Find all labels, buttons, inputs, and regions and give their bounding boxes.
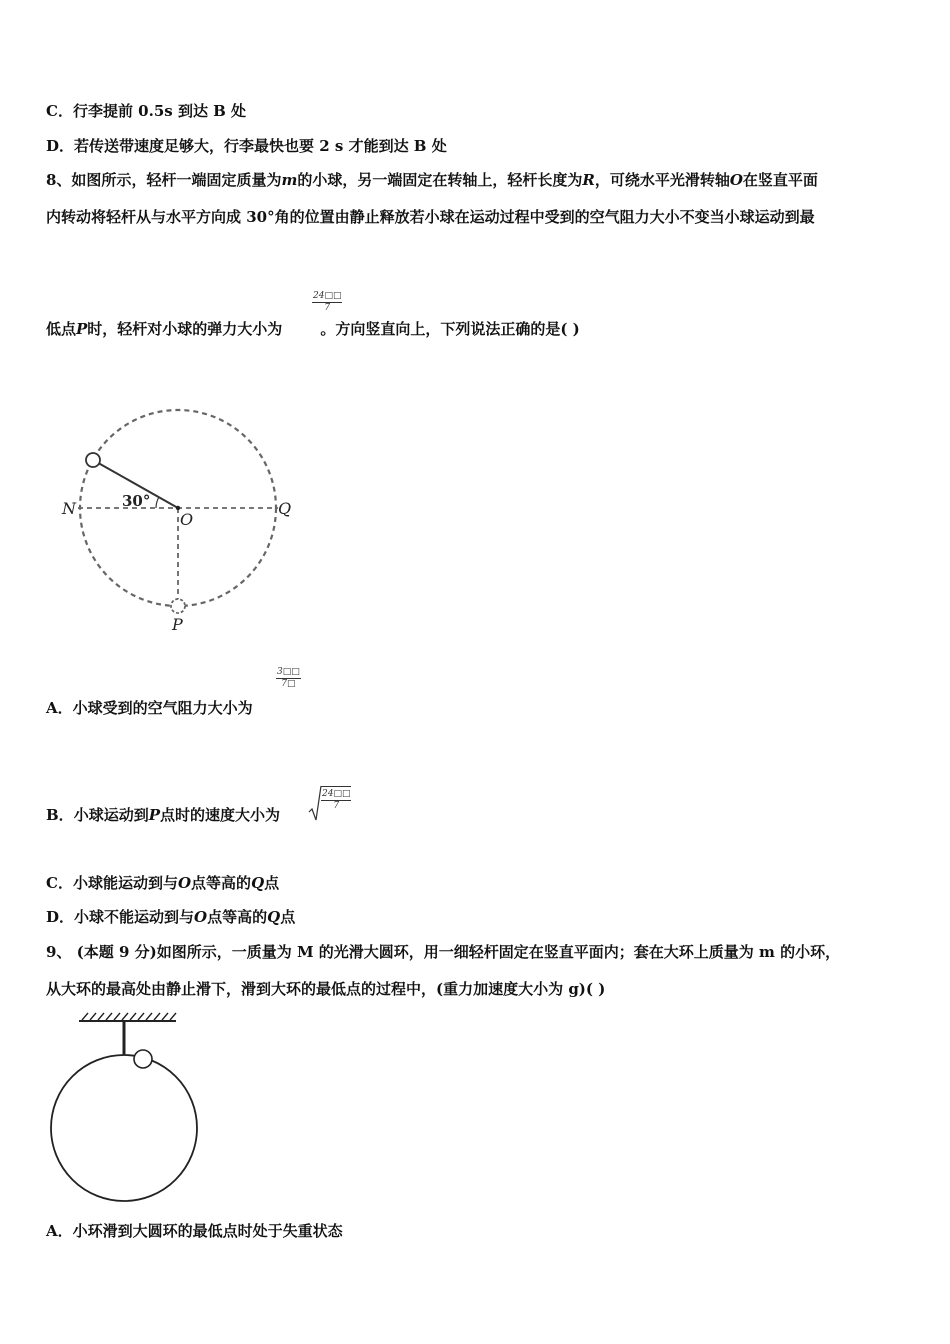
q9-line-1 (46, 942, 840, 962)
option-label: D． (46, 137, 75, 155)
q8-line-1 (46, 170, 818, 190)
ball-at-P (171, 599, 185, 613)
option-text: 小球能运动到与 (72, 874, 178, 892)
option-label: D． (46, 908, 75, 926)
var-Q: Q (251, 874, 265, 892)
q9-option-a (46, 1221, 343, 1241)
q8-text: 。方向竖直向上，下列说法正确的是( ) (320, 320, 580, 338)
q8-text: ，可绕水平光滑转轴 (594, 171, 730, 189)
option-text: 若传送带速度足够大，行李最快也要 2 s 才能到达 B 处 (74, 137, 447, 155)
fraction-denominator: 7 (324, 303, 331, 313)
q9-figure (46, 1008, 206, 1208)
q8-text: 的小球，另一端固定在转轴上，轻杆长度为 (297, 171, 583, 189)
option-d-prev (46, 136, 447, 156)
option-label: B． (46, 806, 74, 824)
ceiling-hatch (82, 1013, 176, 1020)
var-Q: Q (267, 908, 281, 926)
q8-option-d (46, 907, 295, 927)
q9-text: 9、 (本题 9 分)如图所示，一质量为 M 的光滑大圆环，用一细轻杆固定在竖直平面内；套在大环上质量为 m 的小环， (46, 943, 841, 961)
fraction-denominator: 7□ (281, 679, 296, 689)
option-text: 点 (280, 908, 296, 926)
q8-text: 在竖直平面 (742, 171, 818, 189)
q8-line-3 (46, 319, 580, 339)
option-text: 小环滑到大圆环的最低点时处于失重状态 (72, 1222, 343, 1240)
fraction-numerator: 24□□ (313, 291, 342, 301)
label-N: N (62, 499, 76, 518)
label-O: O (180, 510, 194, 529)
option-a-fraction (276, 667, 301, 690)
option-text: 行李提前 0.5s 到达 B 处 (72, 102, 247, 120)
var-O: O (194, 908, 208, 926)
label-P: P (172, 615, 183, 634)
var-R: R (582, 171, 595, 189)
fraction-numerator: 24□□ (322, 789, 351, 799)
option-label: A． (46, 1222, 73, 1240)
q8-text: 时，轻杆对小球的弹力大小为 (87, 320, 283, 338)
q8-option-a (46, 698, 253, 718)
q8-fraction (312, 291, 342, 314)
q9-line-2 (46, 979, 605, 999)
option-text: 小球受到的空气阻力大小为 (72, 699, 253, 717)
small-ring (134, 1050, 152, 1068)
q8-text: 内转动将轻杆从与水平方向成 30°角的位置由静止释放若小球在运动过程中受到的空气阻力大小不变当小球运动到最 (46, 208, 815, 226)
label-Q: Q (278, 499, 292, 518)
var-O: O (177, 874, 192, 892)
q8-text: 8、如图所示，轻杆一端固定质量为 (46, 171, 282, 189)
fraction-denominator: 7 (333, 801, 340, 811)
option-text: 点等高的 (207, 908, 268, 926)
angle-arc (156, 497, 159, 508)
sqrt-sign-icon (308, 784, 322, 824)
q9-text: 从大环的最高处由静止滑下，滑到大环的最低点的过程中，(重力加速度大小为 g)( ) (46, 980, 606, 998)
var-P: P (148, 806, 160, 824)
q8-option-c (46, 873, 279, 893)
option-text: 点时的速度大小为 (159, 806, 280, 824)
option-label: A． (46, 699, 73, 717)
ball (86, 453, 100, 467)
q8-text: 低点 (46, 320, 77, 338)
angle-label: 30° (122, 492, 151, 510)
option-text: 小球运动到 (73, 806, 149, 824)
q8-option-b (46, 805, 280, 825)
sqrt-bar (321, 786, 351, 787)
option-text: 点等高的 (191, 874, 252, 892)
large-ring (51, 1055, 197, 1201)
option-c-prev (46, 101, 246, 121)
fraction-numerator: 3□□ (277, 667, 300, 677)
var-m: m (281, 171, 298, 189)
option-label: C． (46, 874, 73, 892)
var-P: P (76, 320, 88, 338)
q8-line-2 (46, 207, 815, 227)
option-text: 点 (264, 874, 280, 892)
option-text: 小球不能运动到与 (74, 908, 195, 926)
var-O: O (729, 171, 743, 189)
q8-figure (56, 400, 306, 640)
option-b-fraction (321, 789, 351, 812)
option-label: C． (46, 102, 73, 120)
